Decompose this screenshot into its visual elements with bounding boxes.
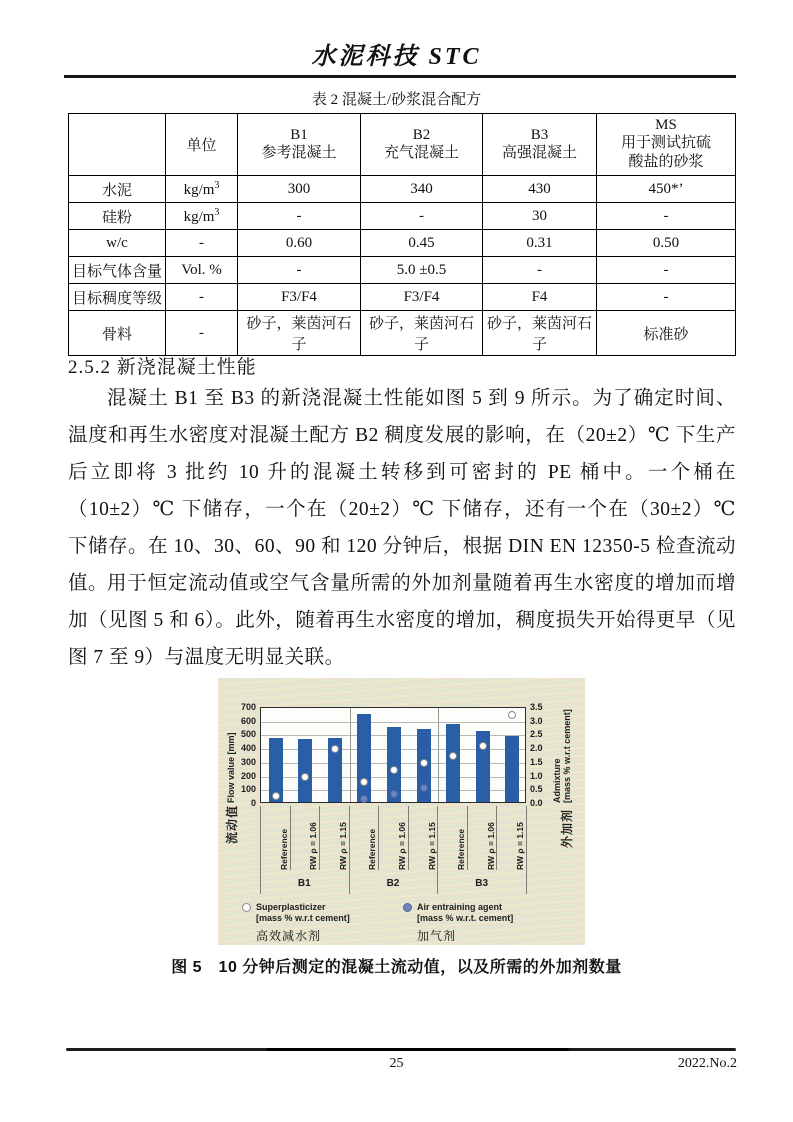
x-tick-label: RW ρ = 1.15 xyxy=(426,822,437,870)
flow-value-bar xyxy=(298,739,312,802)
table-cell: 0.45 xyxy=(361,230,483,257)
legend-text: Air entraining agent [mass % w.r.t. cement] 加气剂 xyxy=(417,902,514,943)
issue-label: 2022.No.2 xyxy=(677,1056,737,1071)
table-cell: Vol. % xyxy=(166,257,238,284)
mix-design-table xyxy=(68,113,736,356)
paragraph-2: 用于恒定流动值或空气含量所需的外加剂量随着再生水密度的增加而增加（见图 5 和 6）。此外，随着再生水密度的增加，稠度损失开始得更早（见图 7 至 9）与温度无明显关联。 xyxy=(68,573,736,668)
flow-axis-label-zh: 流动值 xyxy=(225,804,239,844)
white-circle-icon xyxy=(242,903,251,912)
table-header-cell: MS 用于测试抗硫酸盐的砂浆 xyxy=(597,114,736,176)
group-label: B2 xyxy=(386,878,400,889)
flow-value-bar xyxy=(446,724,460,802)
right-axis-tick: 3.0 xyxy=(530,715,543,726)
left-axis-tick: 0 xyxy=(250,798,256,808)
x-tick-label: Reference xyxy=(278,828,289,870)
table-cell: 0.50 xyxy=(597,230,736,257)
table-cell: 0.60 xyxy=(238,230,361,257)
table-row xyxy=(69,284,736,311)
table-cell: 砂子，莱茵河石子 xyxy=(483,311,597,356)
table-cell: - xyxy=(166,284,238,311)
left-axis-tick: 700 xyxy=(240,702,256,712)
air-entraining-dot xyxy=(360,795,368,803)
left-axis-tick: 600 xyxy=(240,715,256,726)
group-separator xyxy=(438,708,439,802)
legend-item xyxy=(403,902,513,944)
paragraph-1: 混凝土 B1 至 B3 的新浇混凝土性能如图 5 到 9 所示。为了确定时间、温度和再生水密度对混凝土配方 B2 稠度发展的影响，在（20±2）℃ 下生产后立即将 3 批约 10 升的混凝土转移到可密封的 PE 桶中。一个桶在（10±2）℃ 下储存，一个在（20±2）℃ 下储存，还有一个在（30±2）℃ 下储存。在 10、30、60、90 和 120 分钟后，根据 DIN EN 12350-5 检查流动值。 xyxy=(68,388,736,594)
table-cell: 水泥 xyxy=(69,176,166,203)
table-cell: - xyxy=(238,203,361,230)
table-row xyxy=(69,311,736,356)
table-row xyxy=(69,176,736,203)
admixture-axis-label-zh: 外加剂 xyxy=(560,808,574,848)
table-cell: 骨料 xyxy=(69,311,166,356)
table-cell: - xyxy=(166,311,238,356)
table-header-cell: B1 参考混凝土 xyxy=(238,114,361,176)
table-header-cell: 单位 xyxy=(166,114,238,176)
table-cell: 标准砂 xyxy=(597,311,736,356)
superplasticizer-dot xyxy=(508,711,516,719)
table-cell: 砂子，莱茵河石子 xyxy=(361,311,483,356)
superplasticizer-dot xyxy=(331,745,339,753)
table-cell: - xyxy=(166,230,238,257)
table-row xyxy=(69,230,736,257)
table-cell: 340 xyxy=(361,176,483,203)
table-cell: 430 xyxy=(483,176,597,203)
table-cell: w/c xyxy=(69,230,166,257)
superplasticizer-dot xyxy=(272,792,280,800)
group-label: B1 xyxy=(297,878,311,889)
table-cell: 300 xyxy=(238,176,361,203)
page-number: 25 xyxy=(389,1056,404,1071)
figure-caption: 图 5 10 分钟后测定的混凝土流动值，以及所需的外加剂数量 xyxy=(171,959,622,976)
slot-separator-line xyxy=(496,806,497,870)
table-cell: - xyxy=(361,203,483,230)
group-separator xyxy=(350,708,351,802)
right-axis-tick: 0.0 xyxy=(530,798,543,808)
table-cell: 5.0 ±0.5 xyxy=(361,257,483,284)
x-tick-label: Reference xyxy=(367,828,378,870)
right-axis-tick: 3.5 xyxy=(530,702,543,712)
slot-separator-line xyxy=(408,806,409,870)
table-cell: 目标稠度等级 xyxy=(69,284,166,311)
flow-value-bar xyxy=(357,714,371,802)
left-axis-tick: 500 xyxy=(240,729,256,740)
x-tick-label: RW ρ = 1.06 xyxy=(308,822,319,870)
table-row xyxy=(69,203,736,230)
x-tick-label: RW ρ = 1.15 xyxy=(515,822,526,870)
left-axis-tick: 100 xyxy=(240,784,256,795)
footer-rule xyxy=(66,1048,736,1051)
table-header-cell: B3 高强混凝土 xyxy=(483,114,597,176)
table-cell: 0.31 xyxy=(483,230,597,257)
left-axis-tick: 300 xyxy=(240,756,256,767)
group-label: B3 xyxy=(475,878,489,889)
table-cell: F4 xyxy=(483,284,597,311)
legend-item xyxy=(242,902,350,944)
right-axis-tick: 2.5 xyxy=(530,729,543,740)
table-cell: - xyxy=(597,257,736,284)
figure-5-chart xyxy=(218,678,585,945)
x-tick-label: Reference xyxy=(456,828,467,870)
flow-axis-label: Flow value [mm] xyxy=(226,732,236,803)
air-entraining-dot xyxy=(420,784,428,792)
journal-title: 水泥科技 STC xyxy=(311,44,482,70)
superplasticizer-dot xyxy=(390,766,398,774)
x-tick-label: RW ρ = 1.15 xyxy=(337,822,348,870)
slot-separator-line xyxy=(378,806,379,870)
table-cell: 450*’ xyxy=(597,176,736,203)
table-cell: 目标气体含量 xyxy=(69,257,166,284)
blue-circle-icon xyxy=(403,903,412,912)
table-cell: - xyxy=(483,257,597,284)
section-heading: 2.5.2 新浇混凝土性能 xyxy=(68,357,257,378)
left-axis-tick: 200 xyxy=(240,770,256,781)
left-axis-tick: 400 xyxy=(240,743,256,754)
table-cell: 30 xyxy=(483,203,597,230)
right-axis-tick: 1.5 xyxy=(530,756,543,767)
table-cell: F3/F4 xyxy=(238,284,361,311)
admixture-axis-label: Admixture [mass % w.r.t cement] xyxy=(552,709,572,803)
slot-separator-line xyxy=(467,806,468,870)
table-header-cell xyxy=(69,114,166,176)
x-tick-label: RW ρ = 1.06 xyxy=(397,822,407,870)
table-cell: - xyxy=(597,284,736,311)
legend-text: Superplasticizer [mass % w.r.t cement] 高效减水剂 xyxy=(256,902,350,943)
table-cell: 砂子，莱茵河石子 xyxy=(238,311,361,356)
superplasticizer-dot xyxy=(301,773,309,781)
table-cell: $kg/m^3$ xyxy=(166,176,238,203)
group-boundary-line xyxy=(526,806,527,894)
slot-separator-line xyxy=(290,806,291,870)
right-axis-tick: 0.5 xyxy=(530,784,543,795)
gridline xyxy=(261,722,525,723)
table-head xyxy=(69,114,736,176)
right-axis-tick: 2.0 xyxy=(530,743,543,754)
table-cell: - xyxy=(597,203,736,230)
table-cell: $kg/m^3$ xyxy=(166,203,238,230)
flow-value-bar xyxy=(505,736,519,802)
table-body xyxy=(69,176,736,356)
header-rule xyxy=(64,75,736,78)
superplasticizer-dot xyxy=(420,759,428,767)
table-cell: - xyxy=(238,257,361,284)
chart-plot-area xyxy=(260,707,526,803)
right-axis-tick: 1.0 xyxy=(530,770,543,781)
table-row xyxy=(69,257,736,284)
table-cell: F3/F4 xyxy=(361,284,483,311)
table-title: 表 2 混凝土/砂浆混合配方 xyxy=(311,92,482,108)
x-tick-label: RW ρ = 1.06 xyxy=(485,822,496,870)
table-header-cell: B2 充气混凝土 xyxy=(361,114,483,176)
slot-separator-line xyxy=(319,806,320,870)
table-cell: 硅粉 xyxy=(69,203,166,230)
